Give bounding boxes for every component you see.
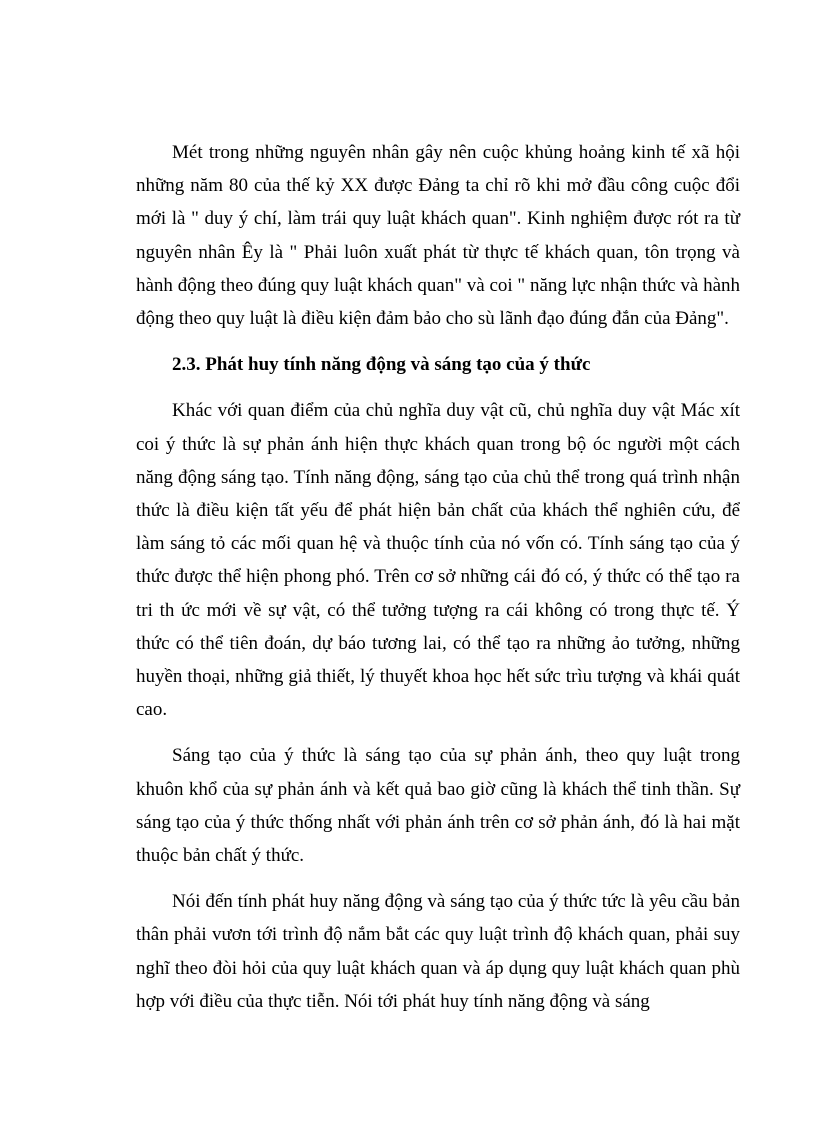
paragraph-3: Nói đến tính phát huy năng động và sáng tạo của ý thức tức là yêu cầu bản thân phải vươn tới trình độ nắm bắt các quy luật trình độ khách quan, phải suy nghĩ theo đòi hỏi của quy luật khách quan và áp dụng quy luật khách quan phù hợp với điều của thực tiễn. Nói tới phát huy tính năng động và sáng [136,891,740,1012]
paragraph-intro: Mét trong những nguyên nhân gây nên cuộc khủng hoảng kinh tế xã hội những năm 80 của thế kỷ XX được Đảng ta chỉ rõ khi mở đầu công cuộc đổi mới là " duy ý chí, làm trái quy luật khách quan". Kinh nghiệm được rót ra từ nguyên nhân Êy là " Phải luôn xuất phát từ thực tế khách quan, tôn trọng và hành động theo đúng quy luật khách quan" và coi " năng lực nhận thức và hành động theo quy luật là điều kiện đảm bảo cho sù lãnh đạo đúng đắn của Đảng". [136,142,740,330]
paragraph-2: Sáng tạo của ý thức là sáng tạo của sự phản ánh, theo quy luật trong khuôn khổ của sự phản ánh và kết quả bao giờ cũng là khách thể tinh thần. Sự sáng tạo của ý thức thống nhất với phản ánh trên cơ sở phản ánh, đó là hai mặt thuộc bản chất ý thức. [136,745,740,867]
paragraph-1: Khác với quan điểm của chủ nghĩa duy vật cũ, chủ nghĩa duy vật Mác xít coi ý thức là sự phản ánh hiện thực khách quan trong bộ óc người một cách năng động sáng tạo. Tính năng động, sáng tạo của chủ thể trong quá trình nhận thức là điều kiện tất yếu để phát hiện bản chất của khách thể nghiên cứu, để làm sáng tỏ các mối quan hệ và thuộc tính của nó vốn có. Tính sáng tạo của ý thức được thể hiện phong phó. Trên cơ sở những cái đó có, ý thức có thể tạo ra tri th ức mới về sự vật, có thể tưởng tượng ra cái không có trong thực tế. Ý thức có thể tiên đoán, dự báo tương lai, có thể tạo ra những ảo tưởng, những huyền thoại, những giả thiết, lý thuyết khoa học hết sức trìu tượng và khái quát cao. [136,400,740,721]
section-heading: 2.3. Phát huy tính năng động và sáng tạo của ý thức [172,354,591,376]
document-page [136,136,740,1018]
